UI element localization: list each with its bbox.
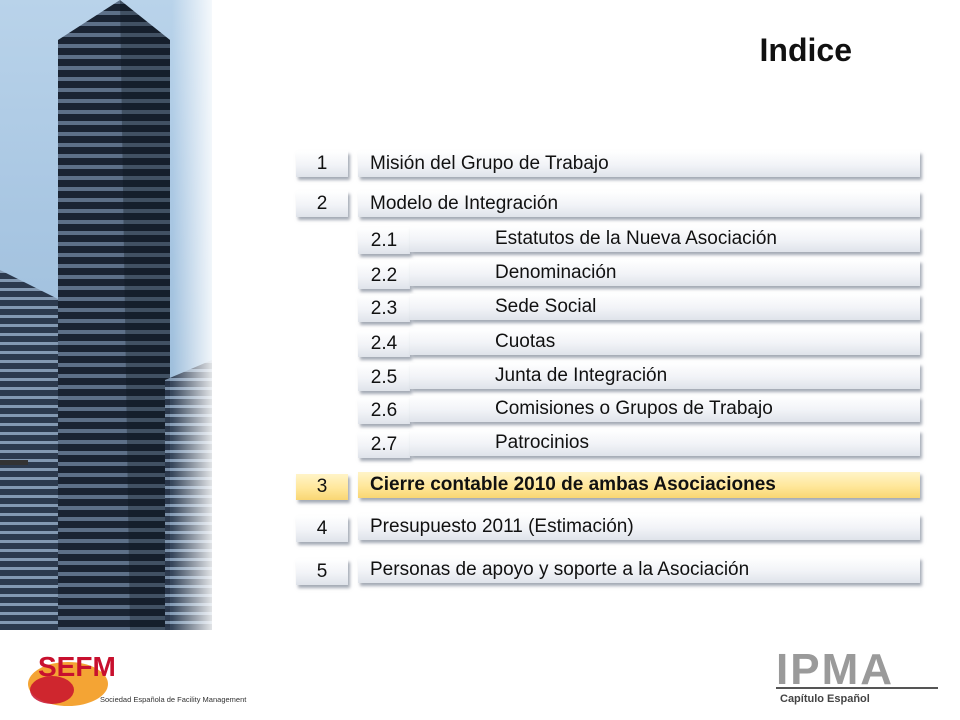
index-number-2-2: 2.2 bbox=[358, 263, 410, 289]
photo-fade bbox=[172, 0, 212, 630]
ipma-tagline: Capítulo Español bbox=[780, 693, 870, 705]
ipma-logo bbox=[772, 640, 942, 712]
index-number-1: 1 bbox=[296, 151, 348, 177]
index-item-3[interactable]: Cierre contable 2010 de ambas Asociaciones bbox=[358, 472, 920, 498]
index-item-4[interactable]: Presupuesto 2011 (Estimación) bbox=[358, 514, 920, 540]
sefm-logo bbox=[22, 640, 247, 710]
index-number-2-7: 2.7 bbox=[358, 432, 410, 458]
ipma-logo-text: IPMA bbox=[776, 645, 894, 694]
index-item-2-4[interactable]: Cuotas bbox=[410, 329, 920, 355]
index-number-2-3: 2.3 bbox=[358, 296, 410, 322]
index-number-2-5: 2.5 bbox=[358, 365, 410, 391]
sefm-tagline: Sociedad Española de Facility Management bbox=[100, 695, 247, 704]
index-item-2[interactable]: Modelo de Integración bbox=[358, 191, 920, 217]
index-number-2-6: 2.6 bbox=[358, 398, 410, 424]
index-item-2-3[interactable]: Sede Social bbox=[410, 294, 920, 320]
index-item-2-6[interactable]: Comisiones o Grupos de Trabajo bbox=[410, 396, 920, 422]
index-item-2-2[interactable]: Denominación bbox=[410, 260, 920, 286]
index-item-2-5[interactable]: Junta de Integración bbox=[410, 363, 920, 389]
index-number-2-4: 2.4 bbox=[358, 331, 410, 357]
index-number-3: 3 bbox=[296, 474, 348, 500]
index-item-2-1[interactable]: Estatutos de la Nueva Asociación bbox=[410, 226, 920, 252]
skyscraper-photo bbox=[0, 0, 212, 630]
index-number-2: 2 bbox=[296, 191, 348, 217]
index-number-4: 4 bbox=[296, 516, 348, 542]
index-item-5[interactable]: Personas de apoyo y soporte a la Asociación bbox=[358, 557, 920, 583]
index-number-2-1: 2.1 bbox=[358, 228, 410, 254]
sefm-logo-text: SEFM bbox=[38, 651, 116, 682]
index-item-1[interactable]: Misión del Grupo de Trabajo bbox=[358, 151, 920, 177]
index-item-2-7[interactable]: Patrocinios bbox=[410, 430, 920, 456]
index-number-5: 5 bbox=[296, 559, 348, 585]
page-title: Indice bbox=[759, 32, 852, 68]
